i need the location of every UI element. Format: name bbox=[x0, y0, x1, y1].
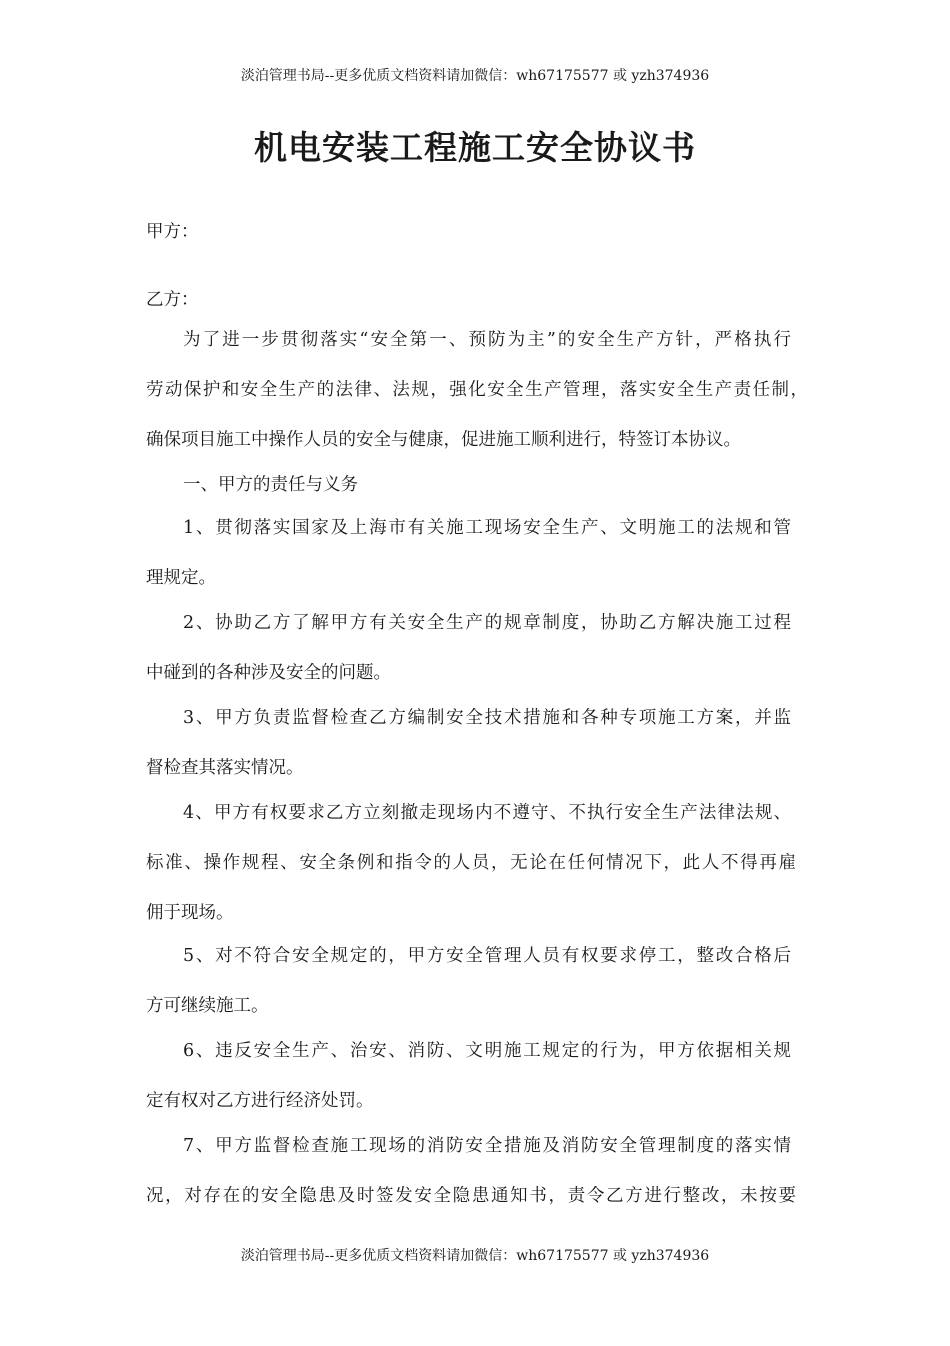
clause-line: 2、协助乙方了解甲方有关安全生产的规章制度，协助乙方解决施工过程 bbox=[183, 613, 791, 633]
clause-line: 5、对不符合安全规定的，甲方安全管理人员有权要求停工，整改合格后 bbox=[183, 946, 791, 966]
clause-line: 3、甲方负责监督检查乙方编制安全技术措施和各种专项施工方案，并监 bbox=[183, 708, 791, 728]
clause-line: 标准、操作规程、安全条例和指令的人员，无论在任何情况下，此人不得再雇 bbox=[146, 853, 796, 873]
clause-line: 督检查其落实情况。 bbox=[146, 758, 304, 778]
clause-line: 佣于现场。 bbox=[146, 903, 234, 923]
clause-line: 理规定。 bbox=[146, 568, 216, 588]
clause-line: 方可继续施工。 bbox=[146, 996, 269, 1016]
paragraph-line: 劳动保护和安全生产的法律、法规，强化安全生产管理，落实安全生产责任制， bbox=[146, 380, 808, 400]
party-b-label: 乙方： bbox=[146, 290, 199, 310]
clause-line: 7、甲方监督检查施工现场的消防安全措施及消防安全管理制度的落实情 bbox=[183, 1136, 791, 1156]
clause-line: 定有权对乙方进行经济处罚。 bbox=[146, 1091, 374, 1111]
document-title: 机电安装工程施工安全协议书 bbox=[254, 128, 696, 167]
clause-line: 6、违反安全生产、治安、消防、文明施工规定的行为，甲方依据相关规 bbox=[183, 1041, 791, 1061]
paragraph-line: 为了进一步贯彻落实“安全第一、预防为主”的安全生产方针，严格执行 bbox=[183, 330, 791, 350]
party-a-label: 甲方： bbox=[146, 222, 199, 242]
header-note: 淡泊管理书局--更多优质文档资料请加微信：wh67175577 或 yzh374936 bbox=[240, 68, 710, 84]
section-heading: 一、甲方的责任与义务 bbox=[183, 475, 358, 495]
footer-note: 淡泊管理书局--更多优质文档资料请加微信：wh67175577 或 yzh374936 bbox=[240, 1248, 710, 1264]
paragraph-line: 确保项目施工中操作人员的安全与健康，促进施工顺利进行，特签订本协议。 bbox=[146, 430, 741, 450]
clause-line: 中碰到的各种涉及安全的问题。 bbox=[146, 663, 391, 683]
clause-line: 1、贯彻落实国家及上海市有关施工现场安全生产、文明施工的法规和管 bbox=[183, 518, 791, 538]
clause-line: 况，对存在的安全隐患及时签发安全隐患通知书，责令乙方进行整改，未按要 bbox=[146, 1186, 796, 1206]
clause-line: 4、甲方有权要求乙方立刻撤走现场内不遵守、不执行安全生产法律法规、 bbox=[183, 803, 791, 823]
